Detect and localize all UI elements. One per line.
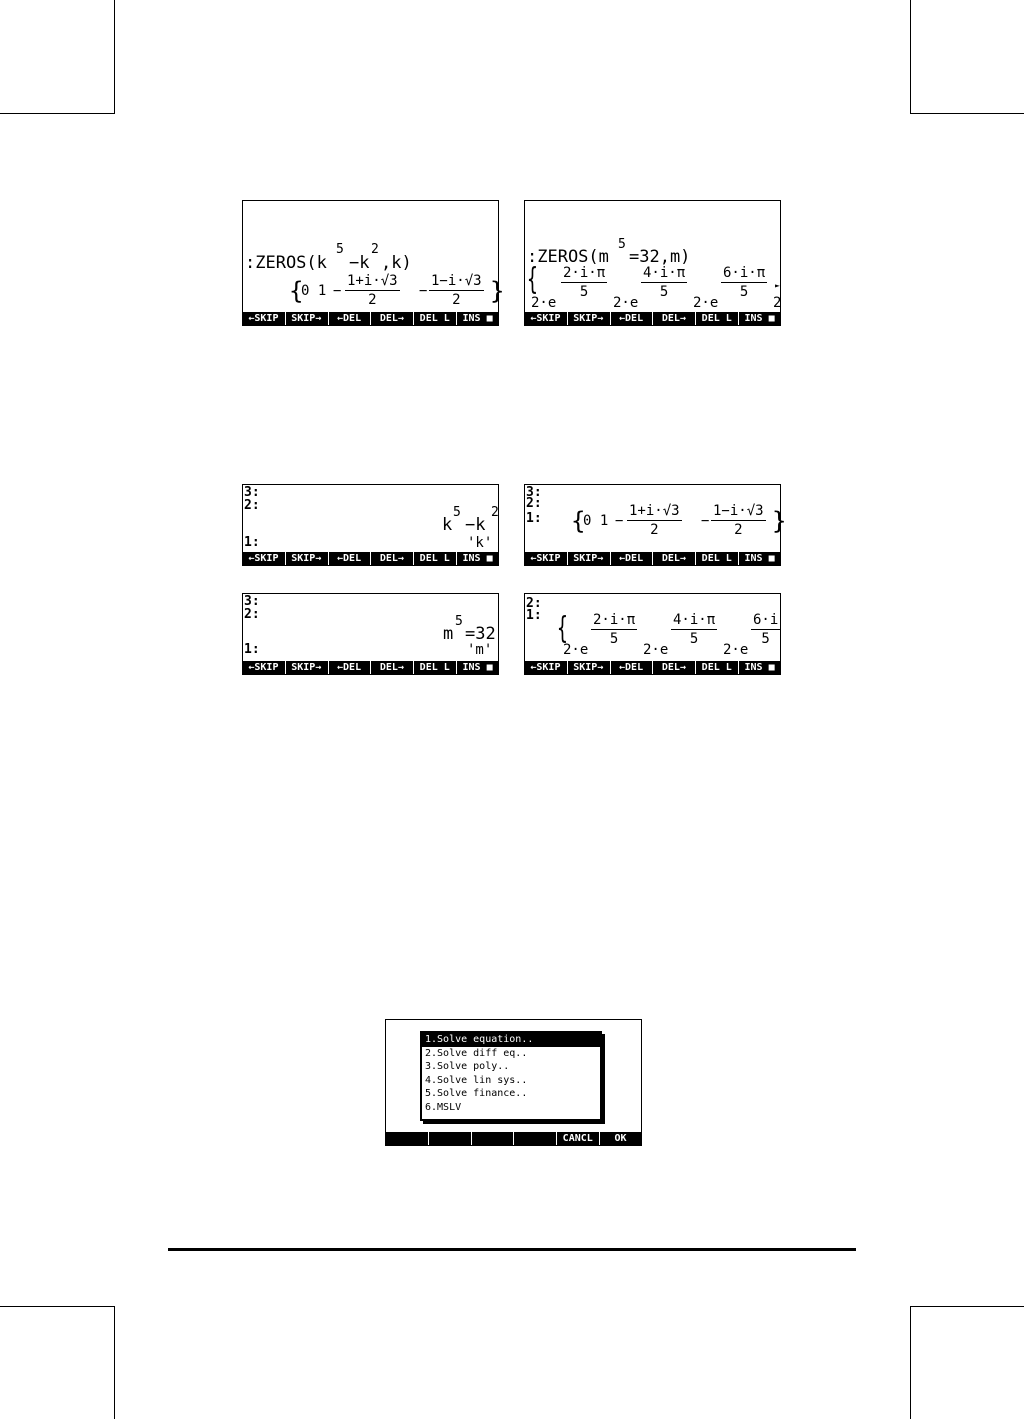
crop-mark-bottom-left-h: [0, 1306, 114, 1307]
crop-mark-top-right-h: [910, 113, 1024, 114]
exponent-fraction-1: 2·i·π 5: [593, 612, 636, 647]
stack-level-3: 3:: [244, 485, 260, 500]
softkey-skip-left[interactable]: ←SKIP: [243, 661, 284, 674]
calc-screen-zeros-k: [242, 200, 505, 326]
exponent-fraction-2: 4·i·π 5: [643, 265, 686, 300]
softkey-ins[interactable]: INS ■: [456, 312, 498, 325]
list-close-brace: }: [490, 277, 505, 305]
exponent: 5: [453, 505, 461, 520]
stack-var: 'k': [467, 535, 493, 551]
command-line: :ZEROS(k: [245, 253, 327, 273]
exp-base: 2·e: [563, 642, 589, 658]
crop-mark-top-left-h: [0, 113, 114, 114]
stack-level-3: 3:: [244, 594, 260, 609]
softkey-del-left[interactable]: ←DEL: [328, 312, 370, 325]
list-open-brace: {: [571, 507, 586, 535]
softkey-ins[interactable]: INS ■: [456, 661, 498, 674]
command-tail: ,k): [381, 253, 412, 273]
stack-level-1: 1:: [244, 642, 260, 657]
softkey-del-left[interactable]: ←DEL: [610, 661, 652, 674]
command-tail: =32,m): [629, 247, 691, 267]
exp-base: 2·e: [643, 642, 669, 658]
solve-choose-box: [420, 1031, 602, 1121]
exponent: 5: [336, 242, 344, 257]
crop-mark-top-left-v: [114, 0, 115, 114]
softkey-del-right[interactable]: DEL→: [652, 661, 694, 674]
minus-term: −k: [465, 515, 486, 535]
menu-item-mslv[interactable]: 6.MSLV: [425, 1101, 462, 1113]
stack-level-2: 2:: [244, 498, 260, 513]
menu-item-solve-finance[interactable]: 5.Solve finance..: [425, 1088, 528, 1099]
softkey-bar: [243, 552, 498, 565]
stack-level-1: 1:: [244, 535, 260, 550]
menu-item-solve-diff-eq[interactable]: 2.Solve diff eq..: [425, 1047, 528, 1059]
calc-screen-zeros-m: [524, 200, 781, 326]
softkey-del-line[interactable]: DEL L: [695, 312, 737, 325]
softkey-del-line[interactable]: DEL L: [695, 661, 737, 674]
exponent: 2: [491, 505, 499, 520]
softkey-del-line[interactable]: DEL L: [413, 312, 455, 325]
stack-level-1: 1:: [526, 511, 542, 526]
softkey-del-line[interactable]: DEL L: [695, 552, 737, 565]
footer-rule: [168, 1248, 856, 1251]
stack-level-1: 1:: [526, 608, 542, 623]
softkey-bar: [243, 312, 498, 325]
menu-item-solve-poly[interactable]: 3.Solve poly..: [425, 1061, 510, 1072]
equation-rhs: =32: [465, 624, 496, 644]
softkey-ins[interactable]: INS ■: [738, 312, 780, 325]
list-values: 0 1: [583, 513, 609, 529]
softkey-bar: [525, 661, 780, 674]
fraction-root-1: 1+i·√3 2: [347, 273, 398, 308]
exponent-fraction-2: 4·i·π 5: [673, 612, 716, 647]
crop-mark-bottom-left-v: [114, 1306, 115, 1419]
softkey-ins[interactable]: INS ■: [456, 552, 498, 565]
exponent-fraction-3: 6·i·π 5: [723, 265, 766, 300]
softkey-del-line[interactable]: DEL L: [413, 552, 455, 565]
softkey-blank-4[interactable]: [513, 1132, 555, 1145]
exp-base: 2·e: [723, 642, 749, 658]
stack-level-2: 2:: [244, 607, 260, 622]
neg-sign: −: [419, 283, 428, 299]
exp-base: 2·e: [531, 295, 557, 311]
list-open-brace: {: [527, 262, 538, 297]
softkey-del-right[interactable]: DEL→: [370, 552, 412, 565]
softkey-blank-1[interactable]: [386, 1132, 427, 1145]
softkey-skip-right[interactable]: SKIP→: [285, 312, 327, 325]
softkey-bar: [525, 312, 780, 325]
softkey-blank-2[interactable]: [428, 1132, 470, 1145]
exponent: 5: [618, 237, 626, 252]
softkey-skip-left[interactable]: ←SKIP: [243, 552, 284, 565]
softkey-skip-right[interactable]: SKIP→: [285, 661, 327, 674]
softkey-del-left[interactable]: ←DEL: [328, 552, 370, 565]
calc-screen-solve-menu: [385, 1019, 642, 1146]
crop-mark-bottom-right-v: [910, 1306, 911, 1419]
truncated-edge: 2: [773, 295, 782, 311]
softkey-skip-right[interactable]: SKIP→: [567, 552, 609, 565]
softkey-cancel[interactable]: CANCL: [556, 1132, 598, 1145]
exp-base: 2·e: [693, 295, 719, 311]
softkey-del-right[interactable]: DEL→: [652, 312, 694, 325]
softkey-skip-right[interactable]: SKIP→: [567, 661, 609, 674]
stack-expr: k: [442, 515, 453, 535]
softkey-skip-left[interactable]: ←SKIP: [525, 312, 566, 325]
neg-sign: −: [701, 513, 710, 529]
list-close-brace: }: [772, 507, 787, 535]
softkey-ins[interactable]: INS ■: [738, 552, 780, 565]
fraction-root-1: 1+i·√3 2: [629, 503, 680, 538]
softkey-blank-3[interactable]: [471, 1132, 513, 1145]
crop-mark-bottom-right-h: [910, 1306, 1024, 1307]
softkey-bar: [243, 661, 498, 674]
softkey-bar: [525, 552, 780, 565]
more-arrow-icon: ►: [775, 281, 780, 290]
calc-screen-stack-roots-k: [524, 484, 787, 566]
menu-item-solve-lin-sys[interactable]: 4.Solve lin sys..: [425, 1074, 528, 1086]
softkey-del-line[interactable]: DEL L: [413, 661, 455, 674]
softkey-del-left[interactable]: ←DEL: [610, 552, 652, 565]
neg-sign: −: [333, 283, 342, 299]
softkey-del-right[interactable]: DEL→: [370, 312, 412, 325]
list-values: 0 1: [301, 283, 327, 299]
exponent-fraction-3: 6·i 5: [753, 612, 779, 647]
crop-mark-top-right-v: [910, 0, 911, 114]
stack-expr: m: [443, 624, 454, 644]
list-open-brace: {: [557, 611, 568, 646]
exp-base: 2·e: [613, 295, 639, 311]
stack-level-2: 2:: [526, 496, 542, 511]
softkey-del-right[interactable]: DEL→: [652, 552, 694, 565]
minus-term: −k: [349, 253, 370, 273]
menu-item-solve-equation[interactable]: 1.Solve equation..: [422, 1033, 600, 1047]
neg-sign: −: [615, 513, 624, 529]
exponent: 2: [371, 242, 379, 257]
calc-screen-stack-k: [242, 484, 499, 566]
softkey-del-right[interactable]: DEL→: [370, 661, 412, 674]
exponent: 5: [455, 614, 463, 629]
stack-level-2: 2:: [526, 596, 542, 611]
calc-screen-stack-roots-m: [524, 593, 781, 675]
command-line: :ZEROS(m: [527, 247, 609, 267]
softkey-ok[interactable]: OK: [599, 1132, 641, 1145]
softkey-skip-left[interactable]: ←SKIP: [525, 552, 566, 565]
softkey-skip-left[interactable]: ←SKIP: [525, 661, 566, 674]
softkey-del-left[interactable]: ←DEL: [610, 312, 652, 325]
softkey-skip-right[interactable]: SKIP→: [285, 552, 327, 565]
calc-screen-stack-m: [242, 593, 499, 675]
exponent-fraction-1: 2·i·π 5: [563, 265, 606, 300]
stack-level-3: 3:: [526, 485, 542, 500]
fraction-root-2: 1−i·√3 2: [431, 273, 482, 308]
softkey-skip-right[interactable]: SKIP→: [567, 312, 609, 325]
softkey-bar: [386, 1132, 641, 1145]
stack-var: 'm': [467, 642, 493, 658]
softkey-skip-left[interactable]: ←SKIP: [243, 312, 284, 325]
list-open-brace: {: [289, 277, 304, 305]
fraction-root-2: 1−i·√3 2: [713, 503, 764, 538]
softkey-del-left[interactable]: ←DEL: [328, 661, 370, 674]
softkey-ins[interactable]: INS ■: [738, 661, 780, 674]
